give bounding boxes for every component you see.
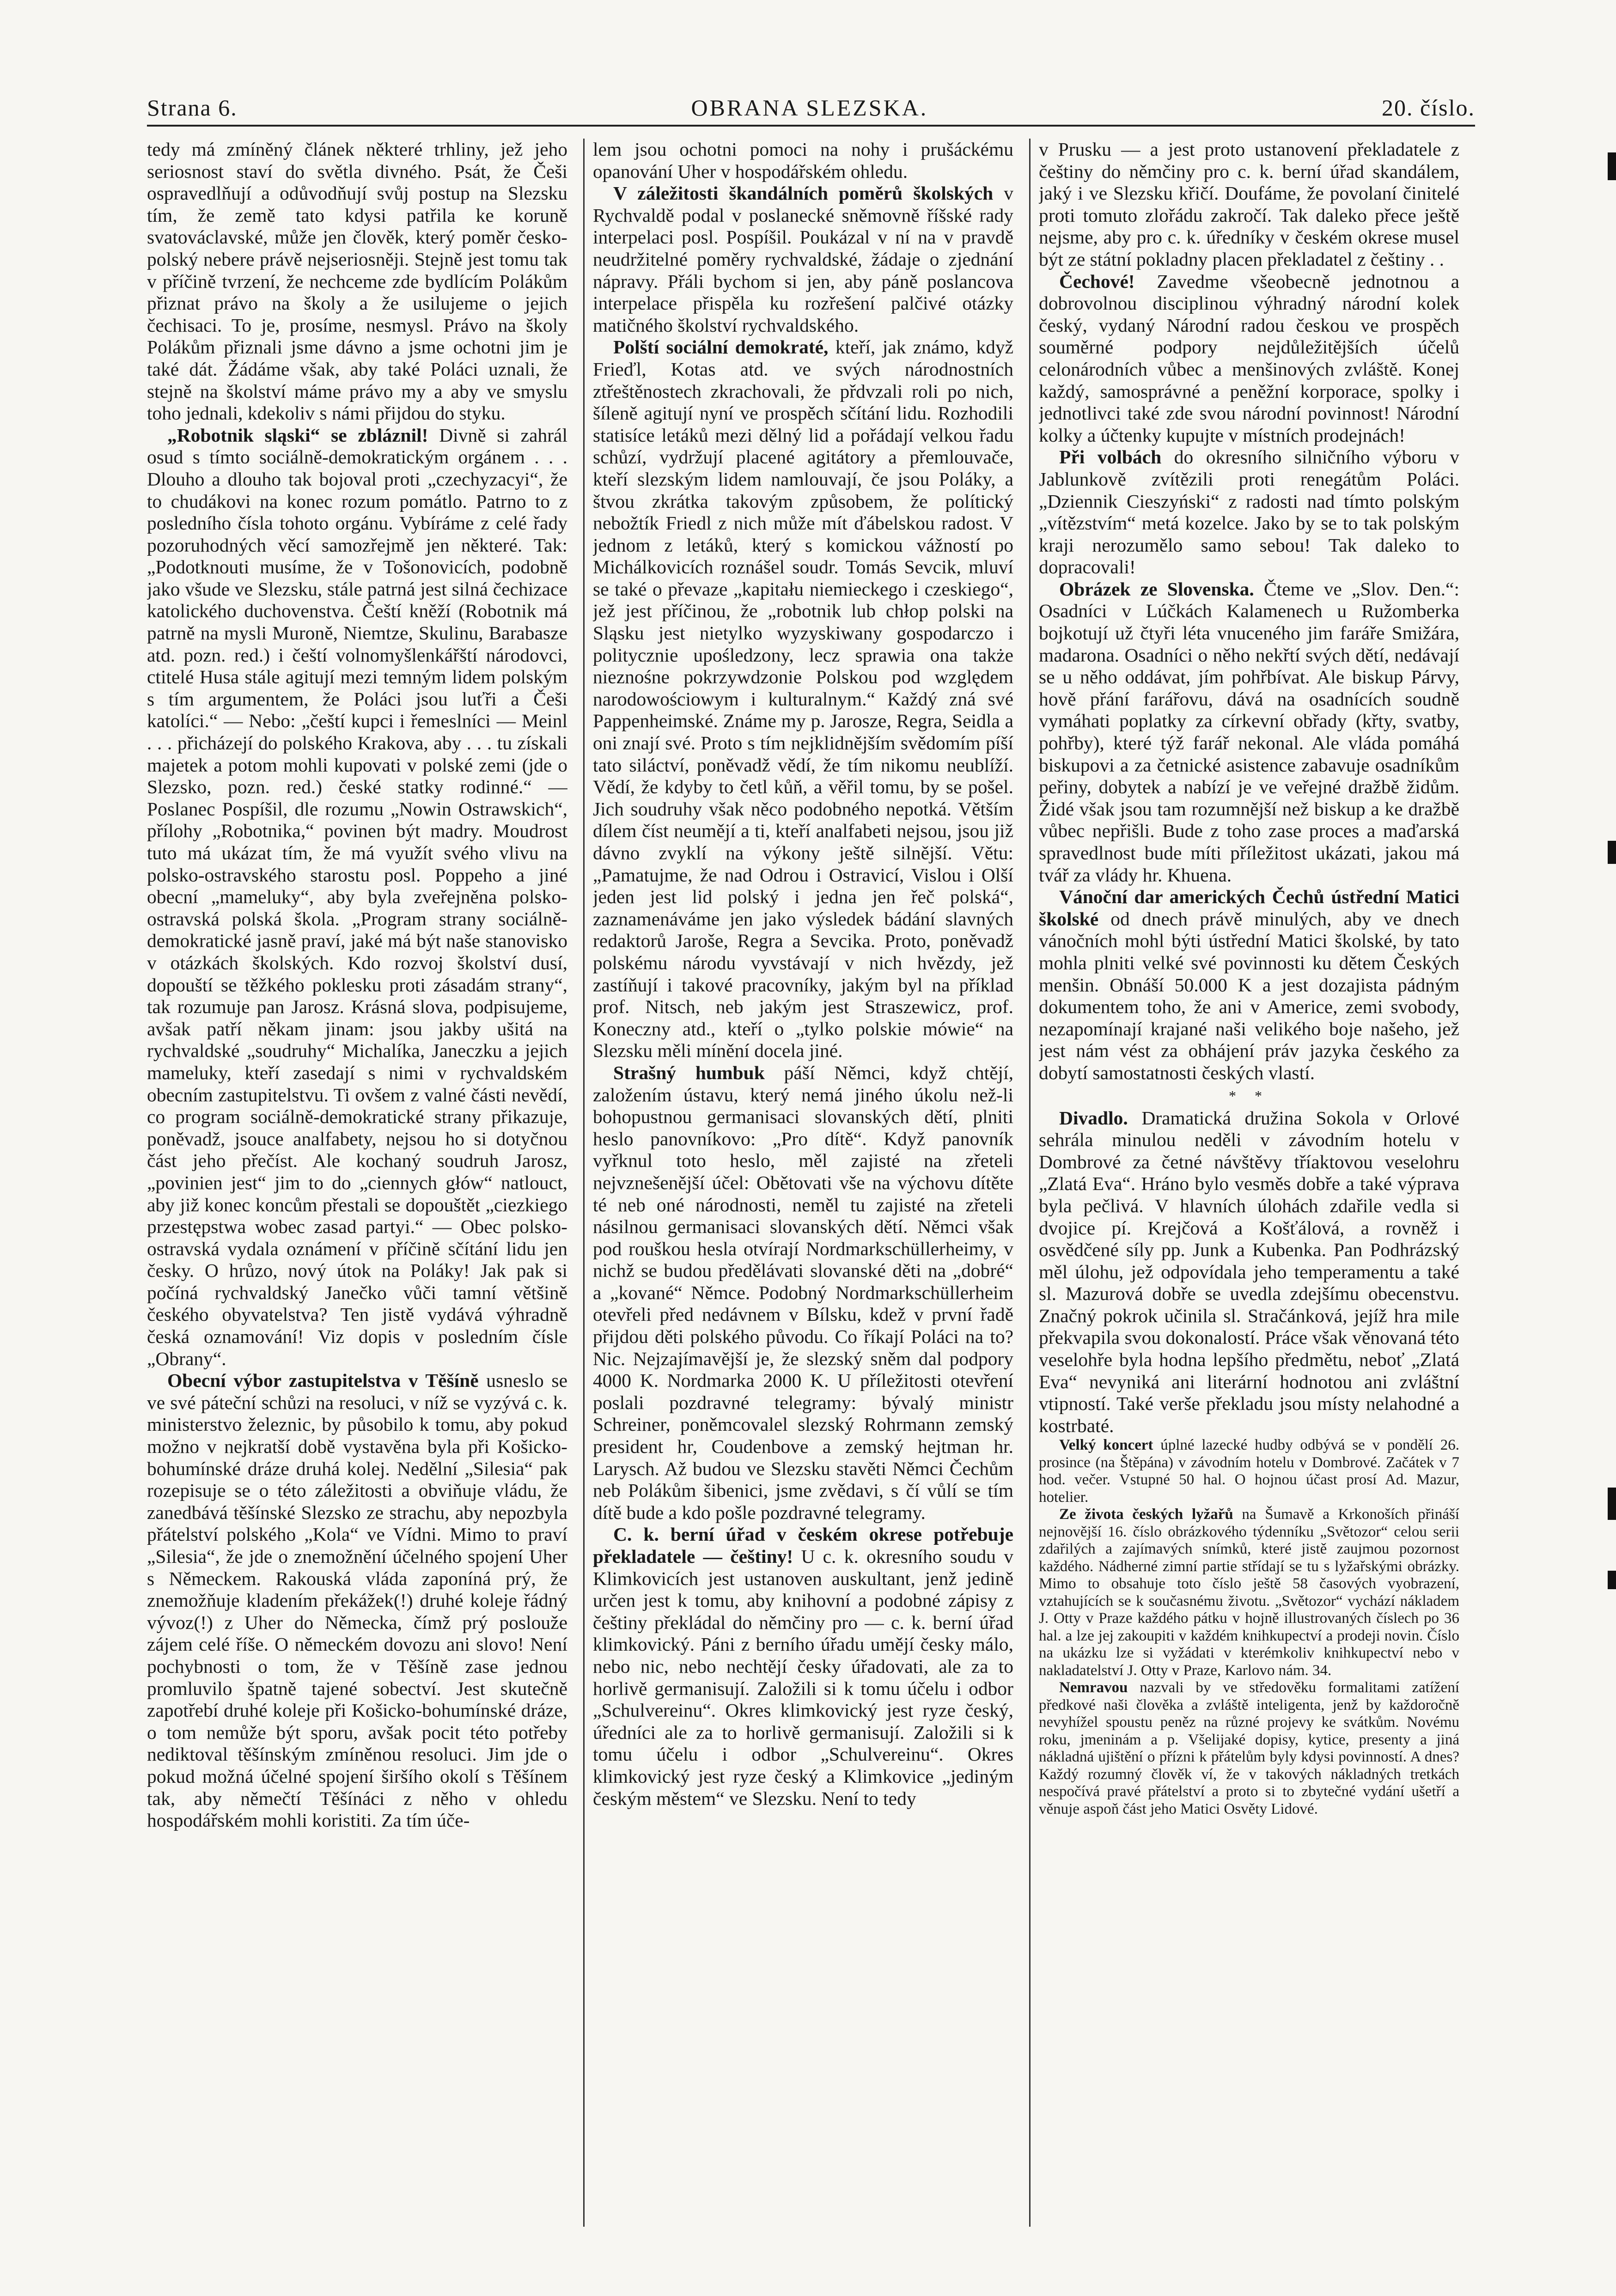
article-christmas-gift [1039, 886, 1459, 1084]
scan-edge-mark [1608, 152, 1616, 180]
notice-body: na Šumavě a Krkonoších přináší nejnovější 16. číslo obrázkového týdenníku „Světozor“ celou serii zdařilých a zajímavých snímků, které jistě zaujmou pozornost každého. Nádherné zimní partie střídají se tu s lyžařskými obrázky. Mimo to obsahuje toto číslo ještě 58 časových vyobrazení, vztahujících se k současnému životu. „Světozor“ vychází nákladem J. Otty v Praze každého pátku v hojně illustrovaných číslech po 36 hal. a lze jej zakoupiti v každém knihkupectví a prodeji novin. Číslo na ukázku lze si vyžádati v kterémkoliv knihkupectví nebo v nakladatelství J. Otty v Praze, Karlovo nám. 34. [1039, 1506, 1459, 1679]
article-headline: Obrázek ze Slovenska. [1059, 578, 1254, 600]
article-theatre [1039, 1107, 1459, 1437]
article-continuation: tedy má zmíněný článek některé trhliny, jež jeho seriosnost staví do světla divného. Psát, že Češi ospravedlňují a odůvodňují svůj postup na Slezsku tím, že země tato kdysi patřila ke koruně svatováclavské, může jen člověk, který poměr česko-polský nebere právě nejseriosněji. Stejně jest tomu tak v příčině tvrzení, že nechceme zde bydlícím Polákům přiznat právo na školy a že usilujeme o jejich čechisaci. To je, prosíme, nesmysl. Právo na školy Polákům přiznali jsme dávno a jsme ochotni jim je také dát. Žádáme však, aby také Poláci uznali, že stejně na školství máme právo my a aby ve smyslu toho jednali, kdekoliv s námi přijdou do styku. [147, 139, 567, 424]
column-divider [1029, 139, 1031, 2227]
article-headline: „Robotnik sląski“ se zbláznil! [167, 424, 428, 446]
column-2 [593, 139, 1013, 2227]
column-1 [147, 139, 567, 2227]
masthead-title: OBRANA SLEZSKA. [691, 95, 928, 121]
article-body: U c. k. okresního soudu v Klimkovicích jest ustanoven auskultant, jenž jedině určen jest k tomu, aby knihovní a podobné zápisy z češtiny překládal do němčiny pro — c. k. berní úřad klimkovický. Páni z berního úřadu umějí česky málo, nebo nic, nebo nechtějí česky úřadovati, ale za to horlivě germanisují. Založili si k tomu účelu i odbor „Schulvereinu“. Okres klimkovický jest ryze český, úředníci ale za to horlivě germanisují. Založili si k tomu účelu i odbor „Schulvereinu“. Okres klimkovický jest ryze český a Klimkovice „jediným českým městem“ ve Slezsku. Není to tedy [593, 1546, 1013, 1809]
article-body: do okresního silničního výboru v Jablunkově zvítězili proti renegátům Poláci. „Dziennik Cieszyński“ z radosti nad tímto polským „vítězstvím“ metá kozelce. Jako by se to tak polským kraji nerozumělo samo sebou! Tak daleko to dopracovali! [1039, 446, 1459, 578]
article-humbuk [593, 1062, 1013, 1524]
notice-headline: Ze života českých lyžařů [1059, 1506, 1233, 1523]
scan-edge-mark [1608, 1571, 1616, 1589]
header-rule [147, 125, 1475, 127]
article-tesin-committee [147, 1370, 567, 1831]
article-headline: Polští sociální demokraté, [613, 336, 829, 358]
article-headline: Čechové! [1059, 270, 1135, 292]
article-headline: V záležitosti škandálních poměrů školských [613, 182, 994, 204]
notice-body: nazvali by ve středověku formalitami zatížení předkové naši člověka a zvláště inteligenta, jenž by každoročně nevyhížel spoustu peněz na různé projevy ke svátkům. Novému roku, jmeninám a p. Všelijaké dopisy, kytice, presenty a jiná nákladná ujištění o přízni k přátelům byly kdysi povinností. A dnes? Každý rozumný člověk ví, že v takových nákladných tretkách nespočívá pravé přátelství a proto si to zbytečné vydání ušetří a věnuje aspoň část jeho Matici Osvěty Lidové. [1039, 1679, 1459, 1817]
article-tax-office [593, 1524, 1013, 1810]
issue-number: 20. číslo. [1382, 95, 1475, 121]
notice-headline: Nemravou [1059, 1679, 1128, 1696]
column-3 [1039, 139, 1459, 2227]
article-body: Dramatická družina Sokola v Orlové sehrála minulou neděli v závodním hotelu v Dombrové za četné návštěvy tříaktovou veselohru „Zlatá Eva“. Hráno bylo vesměs dobře a také výprava byla pečlivá. V hlavních úlohách zdařile vedla si dvojice pí. Krejčová a Košťálová, a rovněž i osvědčené síly pp. Junk a Kubenka. Pan Podhrázský měl úlohu, jež odpovídala jeho temperamentu a také sl. Mazurová dobře se uvedla zdejšímu obecenstvu. Značný pokrok učinila sl. Stračánková, jejíž hra mile překvapila svou dokonalostí. Práce však věnovaná této veselohře byla hodna lepšího předmětu, neboť „Zlatá Eva“ nevyniká ani literární hodnotou ani zvláštní vtipností. Také verše překladu jsou místy nelahodné a kostrbaté. [1039, 1107, 1459, 1436]
article-body: Čteme ve „Slov. Den.“: Osadníci v Lúčkách Kalamenech u Ružomberka bojkotují už čtyři léta vnuceného jim faráře Smižára, madarona. Osadníci o něho nekřtí svých dětí, nedávají se u něho oddávat, jím pohřbívat. Ale biskup Párvy, hově přání farářovu, dává na osadnících soudně vymáhati poplatky za církevní obřady (křty, svatby, pohřby), které týž farář nekonal. Ale vláda pomáhá biskupovi a za četnické asistence zabavuje osadníkům peřiny, dobytek a nabízí je ve veřejné dražbě židům. Židé však jsou tam rozumnější než biskup a ke dražbě vůbec nepřišli. Bude z toho zase proces a maďarská spravedlnost bude míti příležitost ukázati, jakou má tvář za vlády hr. Khuena. [1039, 578, 1459, 886]
article-continuation: v Prusku — a jest proto ustanovení překladatele z češtiny do němčiny pro c. k. berní úřad skandálem, jaký i ve Slezsku křičí. Doufáme, že povolaní činitelé proti tomuto zlořádu zakročí. Tak daleko přece ještě nejsme, aby pro c. k. úředníky v českém okrese musel být ze státní pokladny placen překladatel z češtiny . . [1039, 139, 1459, 270]
article-body: Divně si zahrál osud s tímto sociálně-demokratickým orgánem . . . Dlouho a dlouho tak bojoval proti „czechyzacyi“, že to chudákovi na konec rozum pomátlo. Patrno to z posledního čísla tohoto orgánu. Vybíráme z celé řady pozoruhodných věcí samozřejmě jen některé. Tak: „Podotknouti musíme, že v Tošonovicích, podobně jako všude ve Slezsku, stále patrná jest silná čechizace katolického duchovenstva. Čeští kněží (Robotnik má patrně na mysli Muroně, Niemtze, Skulinu, Barabasze atd. pozn. red.) i čeští volnomyšlenkářští národovci, ctitelé Husa stále agitují mezi temným lidem polským s tím argumentem, že Poláci jsou luťři a Češi katolíci.“ — Nebo: „čeští kupci i řemeslníci — Meinl . . . přicházejí do polského Krakova, aby . . . tu získali majetek a potom mohli kupovati v polské zemi (jde o Slezsko, pozn. red.) české statky rodinné.“ — Poslanec Pospíšil, dle rozumu „Nowin Ostrawskich“, přílohy „Robotnika,“ povinen být madry. Moudrost tuto má ukázat tím, že má využít svého vlivu na polsko-ostravského starostu posl. Poppeho a jiné obecní „mameluky“, aby byla zveřejněna polsko-ostravská polská škola. „Program strany sociálně-demokratické jasně praví, jaké má být naše stanovisko v otázkách školských. Kdo rozvoj školství dusí, dopouští se těžkého poklesku proti zásadám strany“, tak rozumuje pan Jarosz. Krásná slova, podpisujeme, avšak patří někam jinam: jsou jakby ušitá na rychvaldské „soudruhy“ Michalíka, Janeczku a jejich mameluky, kteří zasedají s nimi v rychvaldském obecním zastupitelstvu. Ti ovšem z valné části nevědí, co program sociálně-demokratické strany přikazuje, poněvadž, jsouce analfabety, nejsou ho si dotyčnou část jeho přečíst. Ale kochaný soudruh Jarosz, „povinien jest“ jim to do „ciennych głów“ natlouct, aby již konec koncům přestali se dopouštět „ciezkiego przestępstwa wobec zasad partyi.“ — Obec polsko-ostravská vydala oznámení v příčině sčítání lidu jen česky. O hrůzo, nový útok na Poláky! Jak pak si počíná rychvaldský Janečko vůči tamní většině českého obyvatelstva? Ten jistě vydává výhradně česká oznamování! Viz dopis v posledním čísle „Obrany“. [147, 424, 567, 1369]
article-body: kteří, jak známo, když Frieďl, Kotas atd. ve svých národnostních ztřeštěnostech zkrachovali, že přdvzali roli po nich, šíleně agitují nyní ve prospěch sčítání lidu. Rozhodili statisíce letáků mezi dělný lid a pořádají velkou řadu schůzí, vydržují placené agitátory a přemlouvače, kteří slezským lidem namlouvají, če jsou Poláky, a štvou zkrátka takovým způsobem, že polítický nebožtík Friedl z nich může mít ďábelskou radost. V jednom z letáků, který s komickou vážností po Michálkovicích roznášel soudr. Tomás Sevcik, mluví se také o převaze „kapitału niemieckego i czeskiego“, jež jest příčinou, že „robotnik lub chłop polski na Sląsku jest nietylko wyzyskiwany gospodarczo i politycznie upośledzony, lecz sprawia ona także nieznośne pokrzywdzonie Polskou pod względem narodowościowym i kulturalnym.“ Každý zná své Pappenheimské. Známe my p. Jarosze, Regra, Seidla a oni znají své. Proto s tím nejklidnějším svědomím píší tato siláctví, poněvadž vědí, že tím nikomu neublíží. Vědí, že kdyby to četl kůň, a věřil tomu, by se pošel. Jich soudruhy však něco podobného nepotká. Větším dílem číst neumějí a ti, kteří analfabeti nejsou, jsou již dávno zvyklí na výkony ještě silnější. Větu: „Pamatujme, že nad Odrou i Ostravicí, Vislou i Olší jeden jest lid polský i jedna jen řeč polská“, zaznamenáváme jen jako výsledek bádání slavných redaktorů Jaroše, Regra a Sevcika. Proto, poněvadž polskému národu vyvstávají v nich hvězdy, jež zastíňují i takové pracovníky, jakým byl na příklad prof. Nitsch, neb jakým jest Straszewicz, prof. Koneczny atd., kteří o „tylko polskie mówie“ na Slezsku měli mínění docela jiné. [593, 336, 1013, 1062]
section-divider: * * [1229, 1087, 1269, 1104]
column-divider [583, 139, 585, 2227]
running-head [147, 89, 1475, 121]
notice-skiers [1039, 1506, 1459, 1679]
article-headline: Vánoční dar amerických Čechů ústřední Matici školské [1039, 886, 1459, 929]
article-headline: C. k. berní úřad v českém okrese potřebuje překladatele — češtiny! [593, 1524, 1013, 1567]
notice-nemrava [1039, 1679, 1459, 1818]
article-school-scandal [593, 182, 1013, 336]
article-body: Zavedme všeobecně jednotnou a dobrovolnou disciplinou výhradný národní kolek český, vydaný Národní radou českou ve prospěch souměrné podpory nejdůležitějších účelů celonárodních vůbec a menšinových zvláště. Konej každý, samosprávné a peněžní korporace, spolky i jednotlivci také zde svou národní povinnost! Národní kolky a účtenky kupujte v místních prodejnách! [1039, 270, 1459, 446]
article-headline: Strašný humbuk [613, 1062, 765, 1083]
article-polish-social-democrats [593, 336, 1013, 1062]
article-slovakia [1039, 578, 1459, 886]
article-body: od dnech právě minulých, aby ve dnech vánočních mohl býti ústřední Matici školské, by tato mohla plniti velké své povinnosti ku dětem Českých menšin. Obnáší 50.000 K a jest dozajista pádným dokumentem toho, že ani v Americe, zemi svobody, nezapomínají krajané naši velikého boje našeho, jež jest nám vést za obhájení práv jazyka českého za dobytí samostatnosti českých vlastí. [1039, 908, 1459, 1083]
article-cechove [1039, 271, 1459, 447]
article-continuation: lem jsou ochotni pomoci na nohy i prušáckému opanování Uher v hospodářském ohledu. [593, 139, 1013, 182]
notice-headline: Velký koncert [1059, 1437, 1153, 1454]
article-headline: Obecní výbor zastupitelstva v Těšíně [167, 1370, 479, 1391]
article-elections [1039, 446, 1459, 578]
article-body: v Rychvaldě podal v poslanecké sněmovně říšské rady interpelaci posl. Pospíšil. Poukázal v ní na v pravdě neudržitelné poměry rychvaldské, žádaje o zjednání nápravy. Přáli bychom si jen, aby páně poslancova interpelace přispěla ku rozřešení palčivé otázky matičného školství rychvaldského. [593, 182, 1013, 336]
page-number: Strana 6. [147, 95, 238, 121]
notice-body: úplné lazecké hudby odbývá se v pondělí 26. prosince (na Štěpána) v závodním hotelu v Dombrové. Začátek v 7 hod. večer. Vstupné 50 hal. O hojnou účast prosí Ad. Mazur, hotelier. [1039, 1437, 1459, 1506]
scan-edge-mark [1608, 1488, 1616, 1520]
notice-concert [1039, 1437, 1459, 1506]
article-body: páší Němci, když chtějí, založením ústavu, který nemá jiného úkolu než-li bohopustnou germanisaci slovanských dětí, plniti heslo panovníkovo: „Pro dítě“. Když panovník vyřknul toto heslo, měl zajisté na zřeteli nejvznešenější účel: Obětovati vše na výchovu dítěte té neb oné národnosti, neměl tu zajisté na zřeteli násilnou germanisaci slovanských dětí. Němci však pod rouškou hesla otvírají Nordmarkschüllerheimy, v nichž se budou předělávati slovanské děti na „dobré“ a „kované“ Němce. Podobný Nordmarkschüllerheim otevřeli před nedávnem v Bílsku, kdež v první řadě přijdou děti polského původu. Co říkají Poláci na to? Nic. Nejzajímavější je, že slezský sněm dal podpory 4000 K. Nordmarka 2000 K. U příležitosti otevření poslali pozdravné telegramy: bývalý ministr Schreiner, poněmcovalel slezský Rohrmann zemský president hr, Coudenbove a zemský hejtman hr. Larysch. Až budou ve Slezsku stavěti Němci Čechům neb Polákům šibenici, jsme zvědavi, s čí vůlí se tím dítě bude a kdo pošle pozdravné telegramy. [593, 1062, 1013, 1523]
article-headline: Divadlo. [1059, 1107, 1128, 1129]
small-notices [1039, 1437, 1459, 1818]
article-headline: Při volbách [1059, 446, 1162, 468]
article-robotnik [147, 425, 567, 1370]
scan-edge-mark [1608, 841, 1616, 864]
article-body: usneslo se ve své páteční schůzi na resoluci, v níž se vyzývá c. k. ministerstvo železnic, by působilo k tomu, aby pokud možno v nejkratší době vystavěna byla při Košicko-bohumínské dráze druhá kolej. Nedělní „Silesia“ pak rozepisuje se o této záležitosti a obviňuje vládu, že zanedbává těšínské Slezsko ze strachu, aby nepozbyla přátelství polského „Kola“ ve Vídni. Mimo to praví „Silesia“, že jde o znemožnění účelného spojení Uher s Německem. Rakouská vláda zaponíná prý, že znemožňuje kladením překážek(!) druhé koleje řádný vývoz(!) z Uher do Německa, čímž prý poslouže zájem celé říše. O německém dovozu ani slovo! Není pochybnosti o tom, že v Těšíně zase jednou promluvilo špatně tajené sobectví. Jest skutečně zapotřebí druhé koleje při Košicko-bohumínské dráze, o tom nemůže být sporu, avšak pocit této potřeby nediktoval těšínským zmíněnou resoluci. Jim jde o pokud možná účelné spojení širšího okolí s Těšínem tak, aby němečtí Těšínáci z něho v ohledu hospodářském mohli koristiti. Za tím úče- [147, 1370, 567, 1831]
